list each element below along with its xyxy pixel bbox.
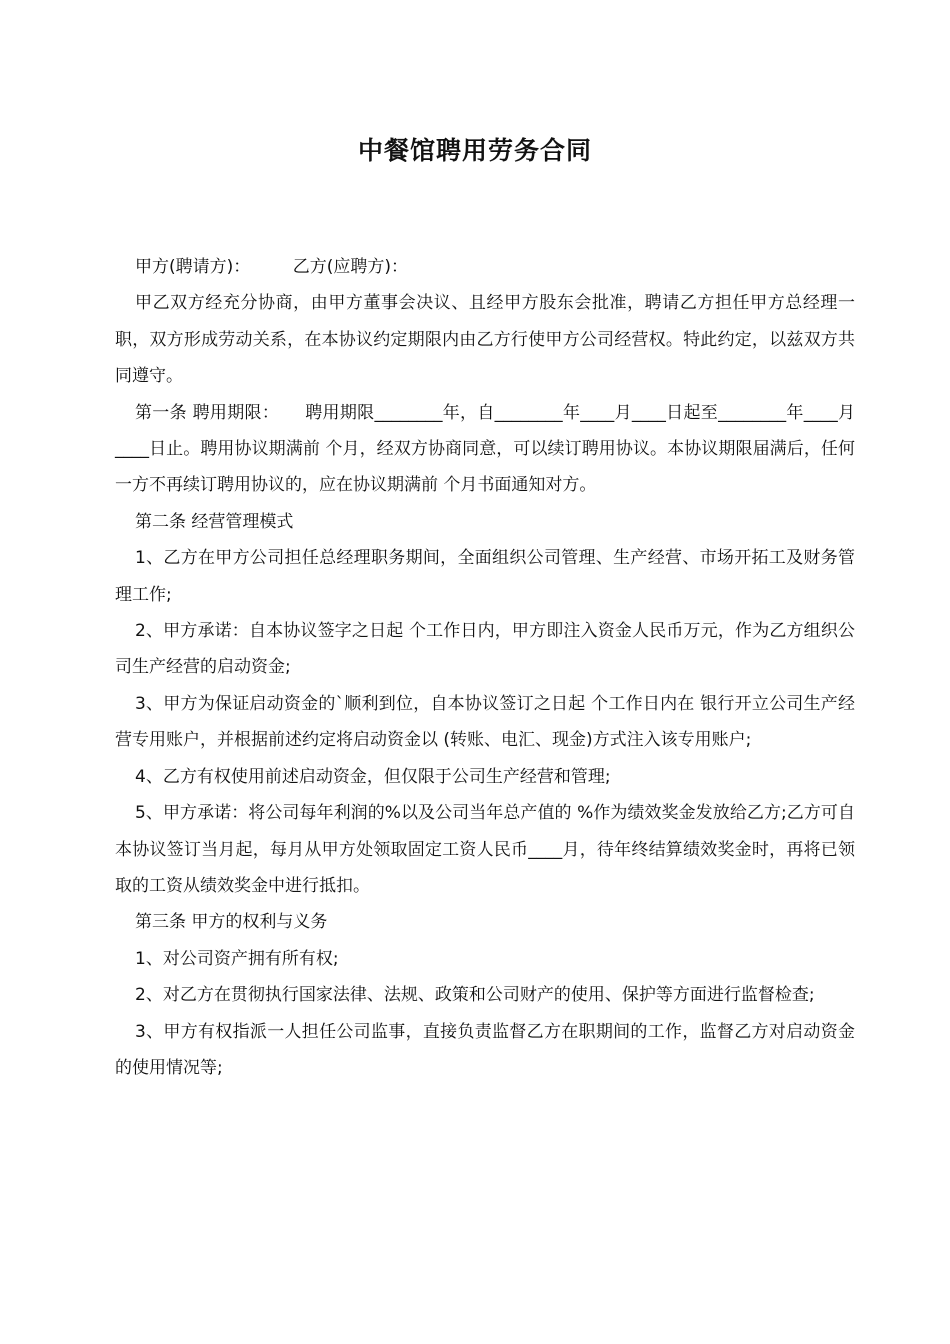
article-2-item-3: 3、甲方为保证启动资金的`顺利到位，自本协议签订之日起 个工作日内在 银行开立公司生产经营专用账户，并根据前述约定将启动资金以 (转账、电汇、现金)方式注入该专用账户;: [115, 693, 855, 751]
article-2-item-2: 2、甲方承诺：自本协议签字之日起 个工作日内，甲方即注入资金人民币万元，作为乙方组织公司生产经营的启动资金;: [115, 621, 855, 678]
article-2-item-4: 4、乙方有权使用前述启动资金，但仅限于公司生产经营和管理;: [135, 766, 611, 787]
document-title: 中餐馆聘用劳务合同: [357, 136, 592, 165]
article-3-item-3: 3、甲方有权指派一人担任公司监事，直接负责监督乙方在职期间的工作，监督乙方对启动资金的使用情况等;: [115, 1021, 855, 1078]
article-3-item-1: 1、对公司资产拥有所有权;: [135, 948, 339, 969]
preamble-paragraph: 甲乙双方经充分协商，由甲方董事会决议、且经甲方股东会批准，聘请乙方担任甲方总经理一职，双方形成劳动关系，在本协议约定期限内由乙方行使甲方公司经营权。特此约定，以兹双方共同遵守。: [115, 293, 855, 387]
article-2-item-1: 1、乙方在甲方公司担任总经理职务期间，全面组织公司管理、生产经营、市场开拓工及财务管理工作;: [115, 548, 855, 605]
article-2-heading: 第二条 经营管理模式: [135, 511, 294, 532]
article-1-term: 第一条 聘用期限： 聘用期限________年，自________年____月____日起至________年____月____日止。聘用协议期满前 个月，经双方协商同意，可以续订聘用协议。本协议期限届满后，任何一方不再续订聘用协议的，应在协议期满前 个月书面通知对方。: [115, 402, 855, 496]
article-3-item-2: 2、对乙方在贯彻执行国家法律、法规、政策和公司财产的使用、保护等方面进行监督检查;: [135, 985, 815, 1006]
parties-line: 甲方(聘请方)： 乙方(应聘方)：: [135, 257, 409, 277]
document-body: [115, 249, 855, 1086]
article-2-item-5: 5、甲方承诺：将公司每年利润的%以及公司当年总产值的 %作为绩效奖金发放给乙方;乙方可自本协议签订当月起，每月从甲方处领取固定工资人民币____月，待年终结算绩效奖金时，再将已领取的工资从绩效奖金中进行抵扣。: [115, 803, 855, 896]
article-3-heading: 第三条 甲方的权利与义务: [135, 912, 328, 933]
